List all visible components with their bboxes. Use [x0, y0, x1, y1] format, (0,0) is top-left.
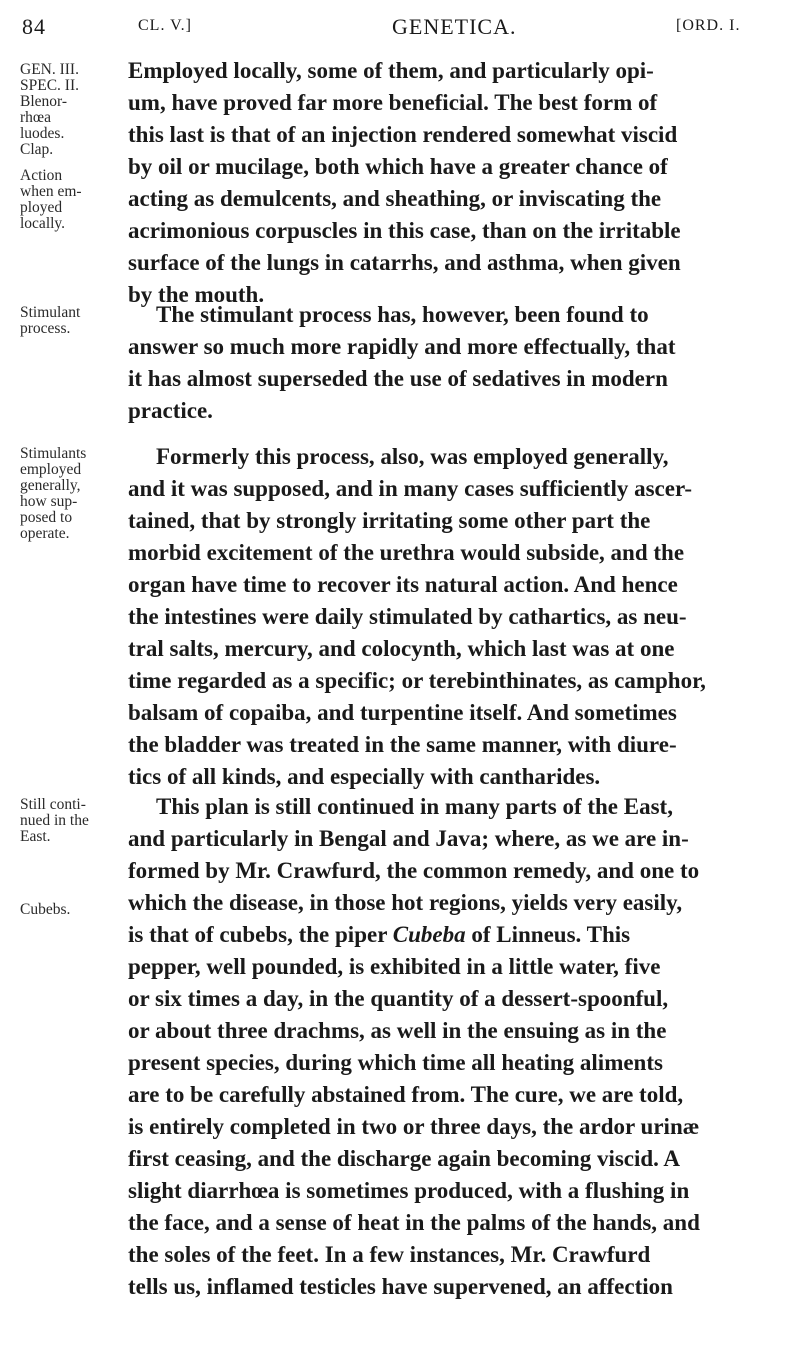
text-line: balsam of copaiba, and turpentine itself. And sometimes [128, 700, 677, 725]
class-label: CL. V.] [138, 17, 192, 34]
text-line: tained, that by strongly irritating some other part the [128, 508, 651, 533]
running-title: GENETICA. [392, 14, 517, 39]
text-line: this last is that of an injection rendered somewhat viscid [128, 122, 678, 147]
text-line: by the mouth. [128, 282, 265, 307]
text-line: or six times a day, in the quantity of a dessert-spoonful, [128, 986, 669, 1011]
text-line: first ceasing, and the discharge again becoming viscid. A [128, 1146, 681, 1171]
text-line: are to be carefully abstained from. The cure, we are told, [128, 1082, 684, 1107]
running-header [22, 14, 776, 44]
text-line: organ have time to recover its natural action. And hence [128, 572, 678, 597]
text-line: which the disease, in those hot regions, yields very easily, [128, 890, 683, 915]
margin-note-east: Still conti- nued in the East. [20, 796, 89, 845]
margin-note-cubebs: Cubebs. [20, 901, 71, 918]
text-line: morbid excitement of the urethra would subside, and the [128, 540, 685, 565]
species-name: Cubeba [392, 922, 466, 947]
text-line: present species, during which time all heating aliments [128, 1050, 663, 1075]
text-line: tral salts, mercury, and colocynth, which last was at one [128, 636, 675, 661]
text-line: it has almost superseded the use of sedatives in modern [128, 366, 668, 391]
text-line-cubebs: is that of cubebs, the piper Cubeba of Linneus. This [128, 922, 631, 947]
text-line: um, have proved far more beneficial. The best form of [128, 90, 658, 115]
text-line: the intestines were daily stimulated by cathartics, as neu- [128, 604, 687, 629]
text-line: time regarded as a specific; or terebinthinates, as camphor, [128, 668, 706, 693]
text-line: surface of the lungs in catarrhs, and asthma, when given [128, 250, 681, 275]
text-line: the soles of the feet. In a few instances, Mr. Crawfurd [128, 1242, 651, 1267]
text-line: and particularly in Bengal and Java; where, as we are in- [128, 826, 689, 851]
margin-note-stimulants-employed: Stimulants employed generally, how sup- posed to operate. [20, 445, 87, 542]
text-line: slight diarrhœa is sometimes produced, with a flushing in [128, 1178, 690, 1203]
text-line: The stimulant process has, however, been found to [156, 302, 649, 327]
text-line: the face, and a sense of heat in the palms of the hands, and [128, 1210, 700, 1235]
text-line: the bladder was treated in the same manner, with diure- [128, 732, 677, 757]
text-line: or about three drachms, as well in the ensuing as in the [128, 1018, 667, 1043]
text-line: Employed locally, some of them, and particularly opi- [128, 58, 654, 83]
text-line: tics of all kinds, and especially with cantharides. [128, 764, 601, 789]
text-line: by oil or mucilage, both which have a greater chance of [128, 154, 668, 179]
text-line: acting as demulcents, and sheathing, or inviscating the [128, 186, 662, 211]
text-line: formed by Mr. Crawfurd, the common remedy, and one to [128, 858, 700, 883]
text-line: Formerly this process, also, was employed generally, [156, 444, 669, 469]
page-number: 84 [22, 14, 46, 39]
text-line: tells us, inflamed testicles have supervened, an affection [128, 1274, 673, 1299]
margin-note-stimulant: Stimulant process. [20, 304, 81, 337]
text-line: and it was supposed, and in many cases sufficiently ascer- [128, 476, 692, 501]
order-label: [ORD. I. [676, 17, 741, 34]
text-line: acrimonious corpuscles in this case, than on the irritable [128, 218, 681, 243]
text-line: practice. [128, 398, 213, 423]
text-line: pepper, well pounded, is exhibited in a little water, five [128, 954, 661, 979]
margin-note-action: Action when em- ployed locally. [20, 167, 82, 232]
text-line: answer so much more rapidly and more effectually, that [128, 334, 676, 359]
text-line: is entirely completed in two or three days, the ardor urinæ [128, 1114, 700, 1139]
margin-note-genus: GEN. III. SPEC. II. Blenor- rhœa luodes. Clap. [20, 61, 79, 158]
text-line: This plan is still continued in many parts of the East, [156, 794, 673, 819]
